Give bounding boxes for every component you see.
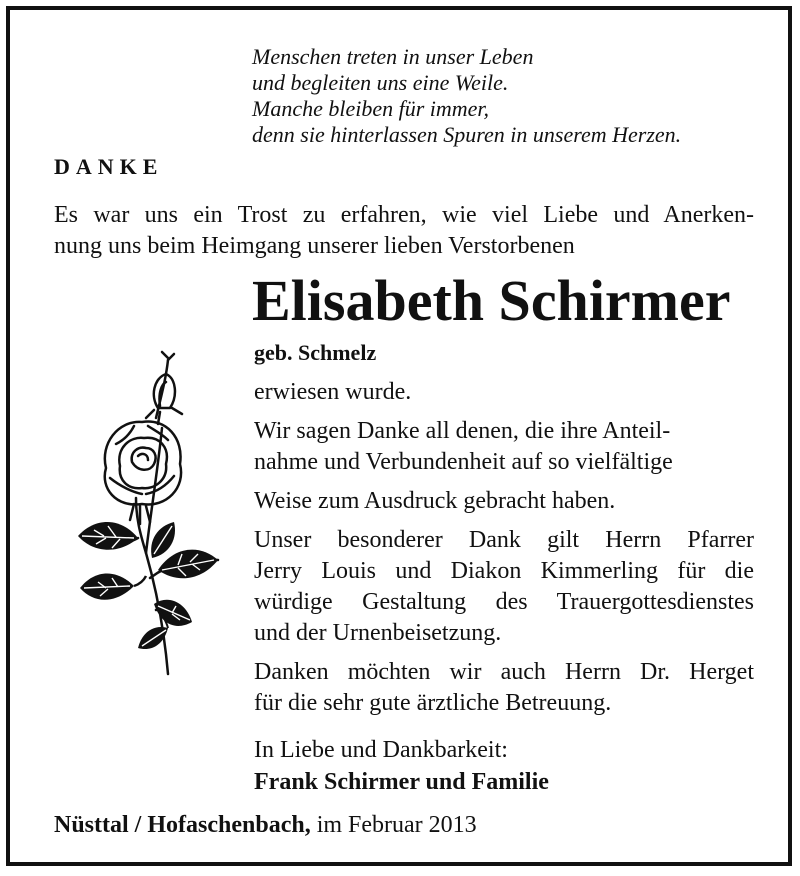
intro-line: Es war uns ein Trost zu erfahren, wie viel Liebe und Anerken- <box>54 202 754 228</box>
poem-line: Manche bleiben für immer, <box>252 96 490 121</box>
place-date-line <box>54 812 477 839</box>
paragraph-thanks-end <box>254 486 754 517</box>
paragraph-line: und der Urnenbeisetzung. <box>254 620 502 646</box>
closing <box>254 734 549 798</box>
paragraph-line: Weise zum Ausdruck gebracht haben. <box>254 488 616 514</box>
maiden-name: geb. Schmelz <box>254 340 377 365</box>
message-body <box>254 377 754 719</box>
obituary-notice <box>6 6 792 866</box>
paragraph-line: Jerry Louis und Diakon Kimmerling für die <box>254 558 754 584</box>
poem-line: Menschen treten in unser Leben <box>252 44 534 69</box>
paragraph-pastor <box>254 525 754 649</box>
intro-text <box>54 200 754 262</box>
closing-greeting: In Liebe und Dankbarkeit: <box>254 737 508 763</box>
paragraph-line: für die sehr gute ärztliche Betreuung. <box>254 690 612 716</box>
paragraph-line: Wir sagen Danke all denen, die ihre Anteil- <box>254 418 671 444</box>
heading-danke: DANKE <box>54 154 164 179</box>
date: im Februar 2013 <box>316 812 477 838</box>
deceased-name: Elisabeth Schirmer <box>252 268 731 333</box>
signature: Frank Schirmer und Familie <box>254 769 549 795</box>
paragraph-line: Danken möchten wir auch Herrn Dr. Herget <box>254 659 754 685</box>
poem-line: und begleiten uns eine Weile. <box>252 70 509 95</box>
received-line: erwiesen wurde. <box>254 379 412 405</box>
paragraph-doctor <box>254 657 754 719</box>
rose-icon <box>50 348 250 678</box>
paragraph-line: Unser besonderer Dank gilt Herrn Pfarrer <box>254 527 754 553</box>
paragraph-line: würdige Gestaltung des Trauergottesdienstes <box>254 589 754 615</box>
place: Nüsttal / Hofaschenbach, <box>54 812 311 838</box>
poem <box>252 44 681 148</box>
intro-line: nung uns beim Heimgang unserer lieben Verstorbenen <box>54 233 575 259</box>
poem-line: denn sie hinterlassen Spuren in unserem Herzen. <box>252 122 682 147</box>
paragraph-line: nahme und Verbundenheit auf so vielfältige <box>254 449 673 475</box>
